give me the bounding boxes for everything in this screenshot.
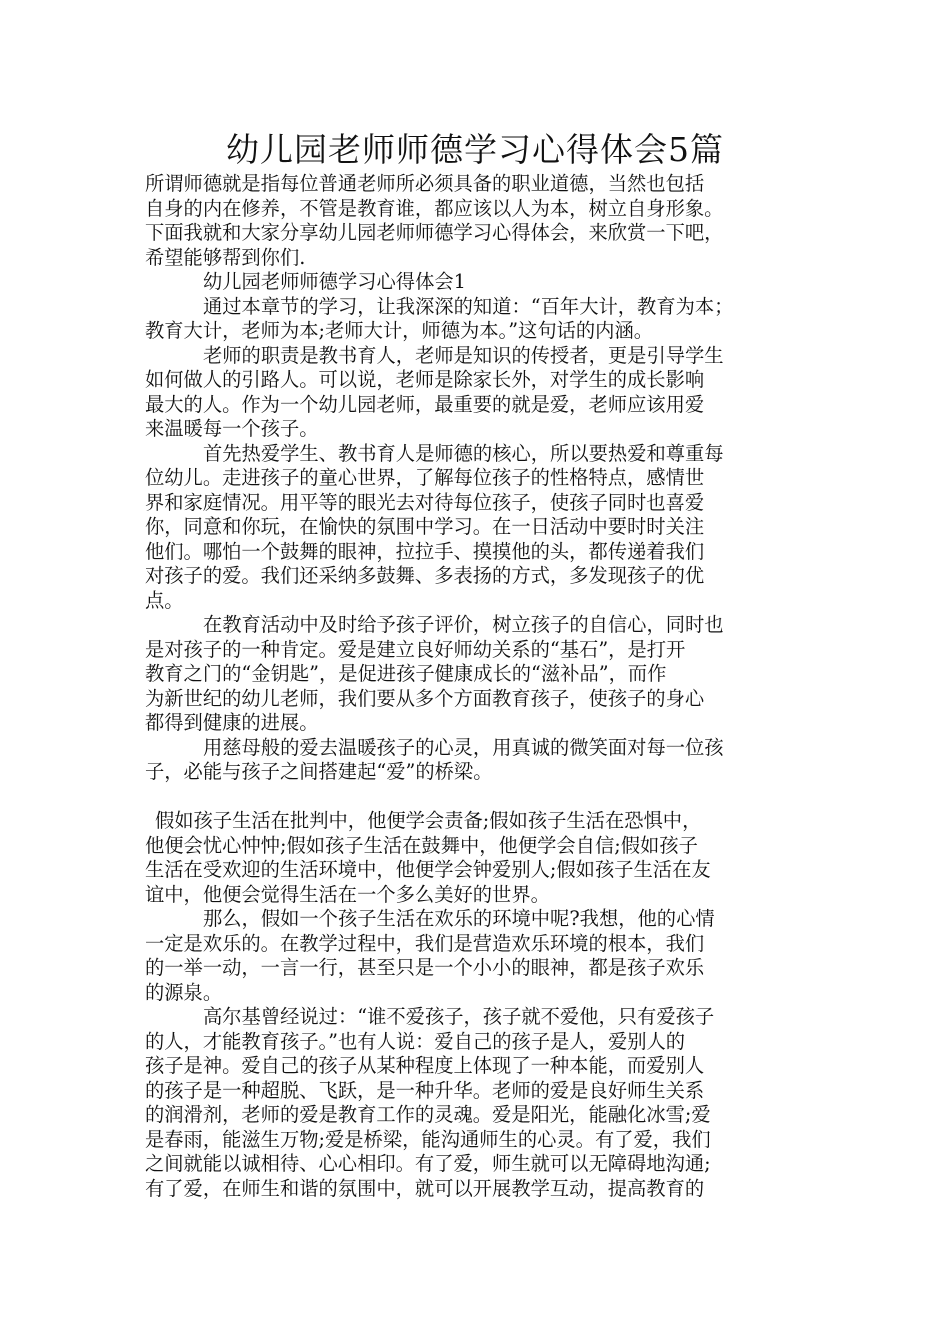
- paragraph-line: 对孩子的爱。我们还采纳多鼓舞、多表扬的方式，多发现孩子的优: [145, 564, 705, 587]
- paragraph-line: 通过本章节的学习，让我深深的知道：“百年大计，教育为本；: [203, 294, 734, 318]
- paragraph-line: 那么，假如一个孩子生活在欢乐的环境中呢?我想，他的心情: [203, 907, 715, 930]
- paragraph: [145, 295, 815, 344]
- paragraph-line: 来温暖每一个孩子。: [145, 417, 319, 440]
- paragraph-line: 假如孩子生活在批判中，他便学会责备;假如孩子生活在恐惧中，: [155, 809, 702, 832]
- paragraph-line: 首先热爱学生、教书育人是师德的核心，所以要热爱和尊重每: [203, 441, 724, 465]
- paragraph-line: 谊中，他便会觉得生活在一个多么美好的世界。: [145, 882, 550, 906]
- paragraph-line: 孩子是神。爱自己的孩子从某种程度上体现了一种本能，而爱别人: [145, 1054, 705, 1077]
- paragraph: [145, 1005, 815, 1201]
- paragraph-line: 是对孩子的一种肯定。爱是建立良好师幼关系的“基石”，是打开: [145, 637, 686, 661]
- paragraph-line: 为新世纪的幼儿老师，我们要从多个方面教育孩子，使孩子的身心: [145, 686, 705, 710]
- intro-line: 下面我就和大家分享幼儿园老师师德学习心得体会，来欣赏一下吧，: [145, 221, 724, 244]
- document-body: [145, 172, 815, 1201]
- paragraph-line: 他便会忧心忡忡;假如孩子生活在鼓舞中，他便学会自信;假如孩子: [145, 833, 698, 857]
- paragraph-line: 老师的职责是教书育人，老师是知识的传授者，更是引导学生: [203, 343, 724, 367]
- paragraph-line: 之间就能以诚相待、心心相印。有了爱，师生就可以无障碍地沟通;: [145, 1152, 711, 1175]
- document-title: 幼儿园老师师德学习心得体会5篇: [226, 130, 724, 169]
- paragraph-line: 的润滑剂，老师的爱是教育工作的灵魂。爱是阳光，能融化冰雪;爱: [145, 1103, 711, 1126]
- paragraph: [145, 907, 815, 1005]
- paragraph-line: 生活在受欢迎的生活环境中，他便学会钟爱别人;假如孩子生活在友: [145, 858, 711, 881]
- paragraph-line: 有了爱，在师生和谐的氛围中，就可以开展教学互动，提高教育的: [145, 1176, 705, 1200]
- paragraph-line: 位幼儿。走进孩子的童心世界，了解每位孩子的性格特点，感情世: [145, 466, 705, 489]
- paragraph: [145, 344, 815, 442]
- paragraph-line: 是春雨，能滋生万物;爱是桥梁，能沟通师生的心灵。有了爱，我们: [145, 1127, 711, 1151]
- paragraph-line: 他们。哪怕一个鼓舞的眼神，拉拉手、摸摸他的头，都传递着我们: [145, 539, 705, 563]
- paragraph-line: 你，同意和你玩，在愉快的氛围中学习。在一日活动中要时时关注: [145, 515, 705, 538]
- intro-line: 自身的内在修养，不管是教育谁，都应该以人为本，树立自身形象。: [145, 196, 724, 220]
- paragraph-line: 如何做人的引路人。可以说，老师是除家长外，对学生的成长影响: [145, 368, 705, 391]
- paragraph-line: 的源泉。: [145, 980, 223, 1004]
- paragraph: [145, 736, 815, 785]
- paragraph-line: 高尔基曾经说过：“谁不爱孩子，孩子就不爱他，只有爱孩子: [203, 1005, 715, 1028]
- paragraph-line: 的人，才能教育孩子。”也有人说：爱自己的孩子是人，爱别人的: [145, 1029, 686, 1053]
- paragraph-line: 一定是欢乐的。在教学过程中，我们是营造欢乐环境的根本，我们: [145, 931, 705, 955]
- paragraph: [145, 613, 815, 736]
- section-heading: 幼儿园老师师德学习心得体会1: [203, 270, 466, 293]
- paragraph-line: 的一举一动，一言一行，甚至只是一个小小的眼神，都是孩子欢乐: [145, 956, 705, 979]
- paragraph-line: 教育之门的“金钥匙”，是促进孩子健康成长的“滋补品”，而作: [145, 662, 667, 685]
- paragraph-line: 界和家庭情况。用平等的眼光去对待每位孩子，使孩子同时也喜爱: [145, 490, 705, 514]
- paragraph-line: 用慈母般的爱去温暖孩子的心灵，用真诚的微笑面对每一位孩: [203, 735, 724, 759]
- intro-line: 希望能够帮到你们.: [145, 245, 306, 269]
- paragraph-line: 点。: [145, 588, 184, 612]
- paragraph-line: 教育大计，老师为本;老师大计，师德为本。”这句话的内涵。: [145, 319, 654, 342]
- paragraph: [145, 809, 815, 907]
- paragraph-line: 的孩子是一种超脱、飞跃，是一种升华。老师的爱是良好师生关系: [145, 1078, 705, 1102]
- intro-line: 所谓师德就是指每位普通老师所必须具备的职业道德，当然也包括: [145, 172, 705, 195]
- paragraph-line: 最大的人。作为一个幼儿园老师，最重要的就是爱，老师应该用爱: [145, 392, 705, 416]
- paragraph-line: 都得到健康的进展。: [145, 711, 319, 734]
- paragraph-line: 子，必能与孩子之间搭建起“爱”的桥梁。: [145, 760, 493, 783]
- paragraph-line: 在教育活动中及时给予孩子评价，树立孩子的自信心，同时也: [203, 613, 724, 636]
- blank-line: [145, 785, 815, 810]
- paragraph: [145, 442, 815, 614]
